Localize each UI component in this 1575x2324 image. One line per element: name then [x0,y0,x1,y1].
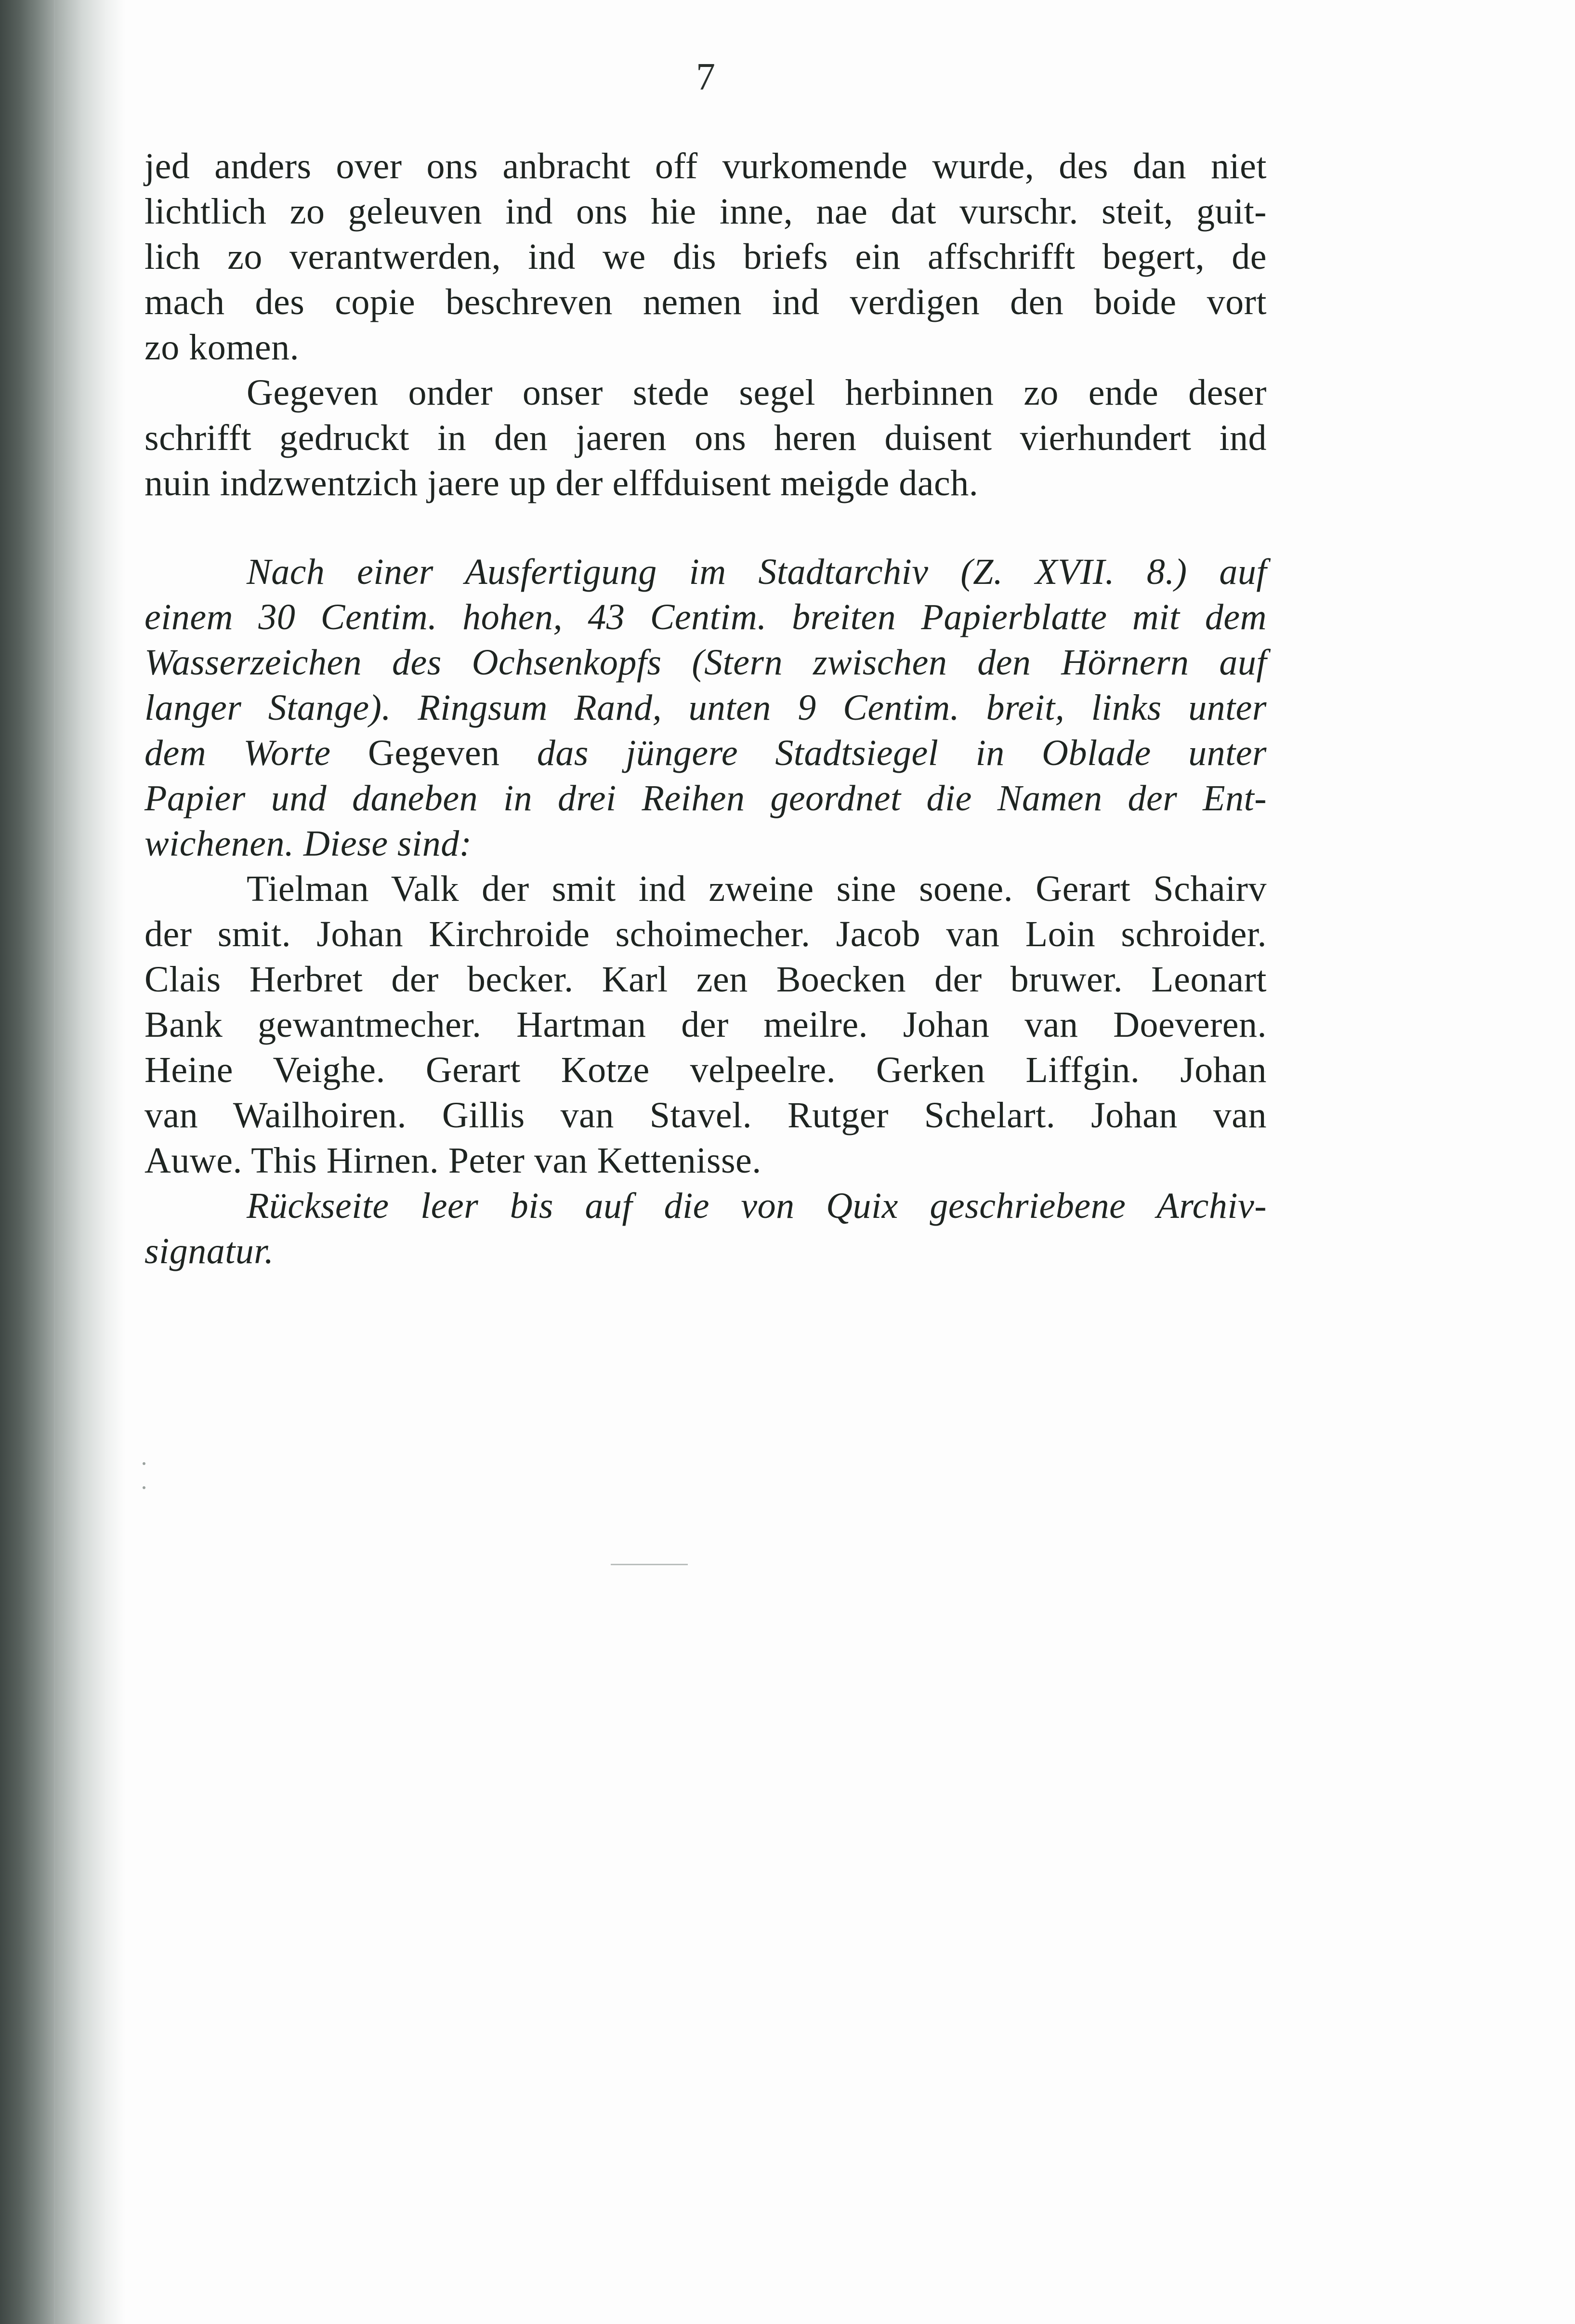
text-line: nuin indzwentzich jaere up der elffduisent meigde dach. [144,463,979,503]
text-line: zo komen. [144,327,300,368]
names-line: der smit. Johan Kirchroide schoimecher. Jacob van Loin schroider. [144,914,1267,954]
charter-text-paragraph [144,144,1267,370]
text-line: schrifft gedruckt in den jaeren ons heren duisent vierhundert ind [144,418,1267,458]
names-line: van Wailhoiren. Gillis van Stavel. Rutger Schelart. Johan van [144,1095,1267,1136]
names-list-paragraph [144,866,1267,1183]
text-line: Gegeven onder onser stede segel herbinnen zo ende deser [247,372,1267,413]
book-binding-shadow [0,0,125,2324]
note-line: Papier und daneben in drei Reihen geordnet die Namen der Ent- [144,778,1267,819]
note-line: Rückseite leer bis auf die von Quix geschriebene Archiv- [247,1186,1267,1226]
note-line: wichenen. Diese sind: [144,823,472,864]
page-body [144,144,1267,1274]
dating-clause-paragraph [144,370,1267,506]
note-line [144,730,1267,776]
scan-speck [143,1462,145,1465]
scan-speck [143,1486,145,1489]
text-line: lichtlich zo geleuven ind ons hie inne, nae dat vurschr. steit, guit- [144,191,1267,232]
text-line: mach des copie beschreven nemen ind verdigen den boide vort [144,282,1267,322]
note-line: signatur. [144,1231,274,1271]
names-line: Tielman Valk der smit ind zweine sine soene. Gerart Schairv [247,869,1267,909]
names-line: Heine Veighe. Gerart Kotze velpeelre. Gerken Liffgin. Johan [144,1050,1267,1090]
quoted-word-gegeven: Gegeven [368,733,500,773]
text-line: lich zo verantwerden, ind we dis briefs ein affschrifft begert, de [144,237,1267,277]
page-edge-line [54,0,55,2324]
note-line: Wasserzeichen des Ochsenkopfs (Stern zwischen den Hörnern auf [144,642,1267,683]
note-line: Nach einer Ausfertigung im Stadtarchiv (Z. XVII. 8.) auf [247,552,1267,592]
section-end-rule [611,1564,688,1565]
page-number: 7 [696,56,715,98]
verso-note-paragraph [144,1183,1267,1274]
names-line: Bank gewantmecher. Hartman der meilre. Johan van Doeveren. [144,1004,1267,1045]
note-line: einem 30 Centim. hohen, 43 Centim. breiten Papierblatte mit dem [144,597,1267,637]
editorial-note-paragraph [144,549,1267,866]
note-fragment: das jüngere Stadtsiegel in Oblade unter [499,733,1267,773]
text-line: jed anders over ons anbracht off vurkomende wurde, des dan niet [144,146,1267,186]
note-line: langer Stange). Ringsum Rand, unten 9 Centim. breit, links unter [144,687,1267,728]
note-fragment: dem Worte [144,733,368,773]
paragraph-spacer [144,506,1267,549]
names-line: Auwe. This Hirnen. Peter van Kettenisse. [144,1140,761,1181]
names-line: Clais Herbret der becker. Karl zen Boecken der bruwer. Leonart [144,959,1267,1000]
